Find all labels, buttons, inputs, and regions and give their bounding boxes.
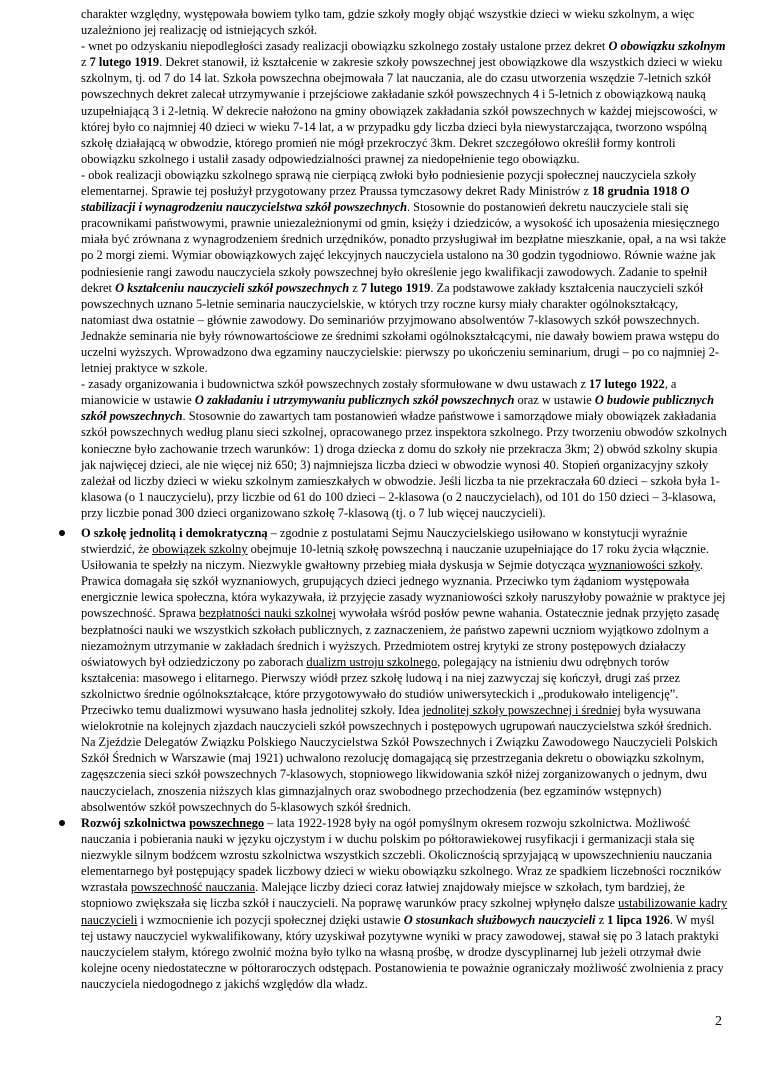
paragraph-budownictwo: - zasady organizowania i budownictwa szkół powszechnych zostały sformułowane w dwu ustawach z 17 lutego 1922, a mianowicie w ustawie O zakładaniu i utrzymywaniu publicznych szkół powszechnych oraz w ustawie O budowie publicznych szkół powszechnych. Stosownie do zawartych tam postanowień władze państwowe i samorządowe miały obowiązek zakładania szkół powszechnych według planu sieci szkolnej, opracowanego przez inspektora szkolnego. Przy tworzeniu obwodów szkolnych konieczne było zachowanie trzech warunków: 1) droga dziecka z domu do szkoły nie przekracza 3km; 2) obwód szkolny skupia jak najwięcej dzieci, ale nie więcej niż 650; 3) najmniejsza liczba dzieci w obwodzie wynosi 40. Stopień organizacyjny szkoły zależał od liczby dzieci w wieku szkolnym zamieszkałych w obwodzie. Jeśli liczba ta nie przekraczała 60 dzieci – szkoła była 1-klasowa (o 1 nauczycielu), przy liczbie od 61 do 100 dzieci – 2-klasowa (o 2 nauczycielach), od 101 do 150 dzieci – 3-klasowa, przy liczbie ponad 300 dzieci organizowano szkołę 7-klasową (tj. o 7 lub więcej nauczycieli). <box>81 377 727 520</box>
bullet-dot <box>59 530 65 536</box>
paragraph-nauczyciel: - obok realizacji obowiązku szkolnego sprawą nie cierpiącą zwłoki było podniesienie pozycji społecznej nauczyciela szkoły elementarnej. Sprawie tej posłużył przygotowany przez Praussa tymczasowy dekret Rady Ministrów z 18 grudnia 1918 O stabilizacji i wynagrodzeniu nauczycielstwa szkół powszechnych. Stosownie do postanowień dekretu nauczyciele stali się pracownikami państwowymi, prawnie uniezależnionymi od gmin, księży i dziedziców, a wysokość ich uposażenia miesięcznego miała być zrównana z wynagrodzeniem średnich urzędników, ponadto przysługiwał im bezpłatne mieszkanie, opał, a na wsi także po 2 morgi ziemi. Wymiar obowiązkowych zajęć lekcyjnych nauczyciela ustalono na 30 godzin tygodniowo. Równie ważne jak podniesienie rangi zawodu nauczyciela szkoły powszechnej było określenie jego kwalifikacji zawodowych. Zadanie to spełnił dekret O kształceniu nauczycieli szkół powszechnych z 7 lutego 1919. Za podstawowe zakłady kształcenia nauczycieli szkół powszechnych uznano 5-letnie seminaria nauczycielskie, w których trzy roczne kursy miały charakter ogólnokształcący, natomiast dwa ostatnie – głównie zawodowy. Do seminariów przyjmowano absolwentów 7-klasowych szkół powszechnych. Jednakże seminaria nie były równowartościowe ze średnimi szkołami ogólnokształcącymi, nie dawały bowiem prawa wstępu do uczelni wyższych. Wprowadzono dwa egzaminy nauczycielskie: pierwszy po ukończeniu seminarium, drugi – po co najmniej 2-letniej praktyce w szkole. <box>81 167 726 376</box>
bullet-title: O szkołę jednolitą i demokratyczną <box>81 526 268 540</box>
bullet-szkola-jednolita: O szkołę jednolitą i demokratyczną – zgodnie z postulatami Sejmu Nauczycielskiego usiłowano w konstytucji wyraźnie stwierdzić, że obowiązek szkolny obejmuje 10-letnią szkołę powszechną i nauczanie uzupełniające do 17 roku życia włącznie. Usiłowania te spełzły na niczym. Niezwykle gwałtowny przebieg miała dyskusja w Sejmie dotycząca wyznaniowości szkoły. Prawica domagała się szkół wyznaniowych, grupujących dzieci jednego wyznania. Przeciwko tym żądaniom występowała energicznie lewica społeczna, która wykazywała, iż przyjęcie zasady wyznaniowości szkoły naruszyłoby poważnie w praktyce jej powszechność. Sprawa bezpłatności nauki szkolnej wywołała wśród posłów pewne wahania. Ostatecznie jednak przyjęto zasadę bezpłatności nauki we wszystkich szkołach publicznych, z zaznaczeniem, że państwo zapewni uczniom wyjątkowo zdolnym a niezamożnym utrzymanie w zakładach średnich i wyższych. Przedmiotem ostrej krytyki ze strony postępowych działaczy oświatowych był odziedziczony po zaborach dualizm ustroju szkolnego, polegający na istnieniu dwu odrębnych torów kształcenia: masowego i elitarnego. Pierwszy wiódł przez szkołę ludową i na niej zazwyczaj się kończył, drugi zaś przez szkolnictwo średnie ogólnokształcące, które przygotowywało do studiów uniwersyteckich i „produkowało inteligencję”. Przeciwko temu dualizmowi wysuwano hasła jednolitej szkoły. Idea jednolitej szkoły powszechnej i średniej była wysuwana wielokrotnie na kolejnych zjazdach nauczycieli szkół powszechnych i postępowych ugrupowań nauczycielstwa szkół średnich. Na Zjeździe Delegatów Związku Polskiego Nauczycielstwa Szkół Powszechnych i Związku Zawodowego Nauczycieli Polskich Szkół Średnich w Warszawie (maj 1921) uchwalono rezolucję domagającą się przestrzegania dekretu o obowiązku szkolnym, zagęszczenia sieci szkół powszechnych 7-klasowych, stopniowego likwidowania szkół niżej zorganizowanych o jednym, dwu nauczycielach, znoszenia niższych klas gimnazjalnych oraz swobodnego przechodzenia (bez egzaminów wstępnych) absolwentów szkół powszechnych do 5-klasowych szkół średnich. <box>81 525 729 815</box>
bullet-dot <box>59 820 65 826</box>
paragraph-obowiazek: - wnet po odzyskaniu niepodległości zasady realizacji obowiązku szkolnego zostały ustalone przez dekret O obowiązku szkolnym z 7 lutego 1919. Dekret stanowił, iż kształcenie w zakresie szkoły powszechnej jest obowiązkowe dla wszystkich dzieci w wieku szkolnym, tj. od 7 do 14 lat. Szkoła powszechna obejmowała 7 lat nauczania, ale do czasu utworzenia wszędzie 7-letnich szkół powszechnych dekret zalecał utrzymywanie i przejściowe zakładanie szkół powszechnych 4 i 5-letnich z obowiązkową nauką uzupełniającą 3 i 2-letnią. W dekrecie nałożono na gminy obowiązek zakładania szkół powszechnych w każdej miejscowości, w której było co najmniej 40 dzieci w wieku 7-14 lat, a w przypadku gdy liczba dzieci była niewystarczająca, tworzono wspólną szkołę działającą w obwodzie, którego promień nie mógł przekroczyć 3km. Dekret szczegółowo określił formy kontroli obowiązku szkolnego i ustalił zasady odpowiedzialności prawnej za niedopełnienie tego obowiązku. <box>81 39 726 166</box>
paragraph-intro: charakter względny, występowała bowiem tylko tam, gdzie szkoły mogły objąć wszystkie dzieci w wieku szkolnym, a więc uzależniono jej realizację od istniejących szkół. <box>81 7 695 38</box>
continuation-text <box>81 6 729 521</box>
bullet-rozwoj-szkolnictwa: Rozwój szkolnictwa powszechnego – lata 1922-1928 były na ogół pomyślnym okresem rozwoju szkolnictwa. Możliwość nauczania i pobierania nauki w języku ojczystym i w duchu polskim po półtorawiekowej rusyfikacji i germanizacji stała się niezwykle silnym bodźcem wzrostu szkolnictwa wszystkich szczebli. Okolicznością sprzyjającą w upowszechnieniu nauczania elementarnego był postępujący spadek liczbowy dzieci w wieku obowiązku szkolnego. Wraz ze spadkiem liczebności roczników wzrastała powszechność nauczania. Malejące liczby dzieci coraz łatwiej znajdowały miejsce w szkołach, tym bardziej, że stopniowo zwiększała się liczba szkół i nauczycieli. Na poprawę warunków pracy szkolnej wpłynęło dalsze ustabilizowanie kadry nauczycieli i wzmocnienie ich pozycji społecznej dzięki ustawie O stosunkach służbowych nauczycieli z 1 lipca 1926. W myśl tej ustawy nauczyciel wykwalifikowany, który uzyskiwał pozytywne wyniki w pracy zawodowej, stawał się po 3 latach praktyki nauczycielem stałym, którego zwolnić można było tylko na własną prośbę, w drodze dyscyplinarnej lub jeżeli otrzymał dwie kolejne oceny niedostateczne w półtoraroczych odstępach. Postanowienia te poważnie ograniczały możliwość zwolnienia z pracy nauczyciela niedogodnego z jakichś względów dla władz. <box>81 815 729 992</box>
page-number: 2 <box>715 1014 722 1029</box>
bullet-title: Rozwój szkolnictwa powszechnego <box>81 816 265 830</box>
